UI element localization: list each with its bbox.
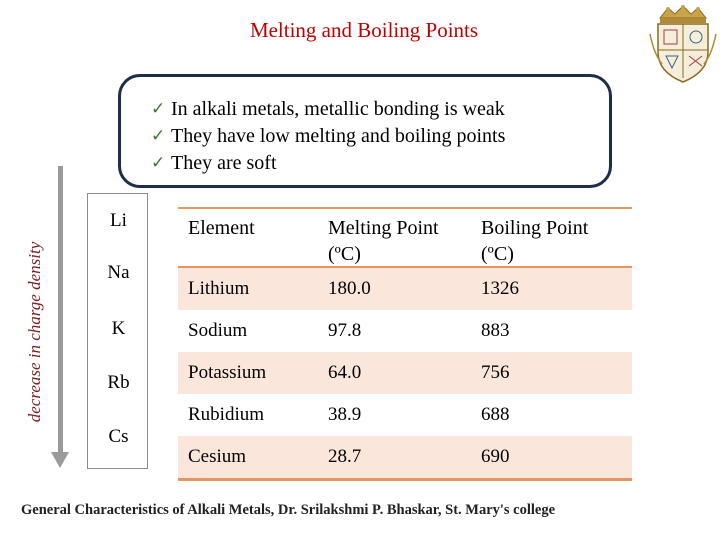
cell-boiling: 756 bbox=[481, 362, 510, 383]
down-arrow-icon bbox=[51, 452, 69, 468]
header-melting-line1: Melting Point bbox=[328, 217, 439, 239]
down-arrow-shaft bbox=[58, 166, 63, 456]
cell-element: Potassium bbox=[188, 362, 267, 383]
slide-footer: General Characteristics of Alkali Metals, Dr. Srilakshmi P. Bhaskar, St. Mary's college bbox=[21, 502, 556, 518]
header-boiling-line2: (ºC) bbox=[481, 243, 514, 265]
cell-melting: 38.9 bbox=[328, 404, 362, 425]
bullet-item bbox=[151, 151, 609, 178]
check-mark-icon: ✓ bbox=[151, 126, 166, 146]
cell-melting: 180.0 bbox=[328, 278, 371, 299]
element-symbol: Na bbox=[107, 262, 130, 283]
table-header-row bbox=[178, 207, 632, 268]
key-points-box bbox=[118, 74, 612, 188]
cell-element: Lithium bbox=[188, 278, 250, 299]
college-crest-logo bbox=[648, 4, 718, 84]
melting-boiling-table bbox=[178, 207, 632, 481]
header-element: Element bbox=[188, 217, 255, 239]
check-mark-icon: ✓ bbox=[151, 153, 166, 173]
cell-element: Rubidium bbox=[188, 404, 265, 425]
table-row bbox=[178, 394, 632, 436]
cell-boiling: 690 bbox=[481, 446, 510, 467]
element-symbol: K bbox=[111, 318, 126, 339]
bullet-text: In alkali metals, metallic bonding is weak bbox=[171, 98, 505, 120]
element-symbol: Rb bbox=[107, 372, 130, 393]
header-boiling-line1: Boiling Point bbox=[481, 217, 589, 239]
check-mark-icon: ✓ bbox=[151, 99, 166, 119]
header-boiling-point bbox=[481, 215, 588, 267]
cell-boiling: 688 bbox=[481, 404, 510, 425]
cell-boiling: 883 bbox=[481, 320, 510, 341]
header-melting-line2: (ºC) bbox=[328, 243, 361, 265]
table-row bbox=[178, 352, 632, 394]
bullet-text: They are soft bbox=[171, 152, 277, 174]
bullet-item bbox=[151, 124, 609, 151]
slide-title: Melting and Boiling Points bbox=[249, 18, 479, 42]
element-symbol-column bbox=[87, 193, 148, 469]
header-melting-point bbox=[328, 215, 439, 267]
table-row bbox=[178, 436, 632, 481]
density-axis-label: decrease in charge density bbox=[25, 241, 44, 423]
cell-melting: 28.7 bbox=[328, 446, 362, 467]
cell-melting: 64.0 bbox=[328, 362, 362, 383]
element-symbol: Li bbox=[110, 210, 127, 231]
cell-element: Sodium bbox=[188, 320, 248, 341]
cell-element: Cesium bbox=[188, 446, 247, 467]
table-row bbox=[178, 310, 632, 352]
cell-melting: 97.8 bbox=[328, 320, 362, 341]
bullet-item bbox=[151, 97, 609, 124]
bullet-text: They have low melting and boiling points bbox=[171, 125, 506, 147]
element-symbol: Cs bbox=[108, 426, 129, 447]
table-row bbox=[178, 268, 632, 310]
cell-boiling: 1326 bbox=[481, 278, 519, 299]
